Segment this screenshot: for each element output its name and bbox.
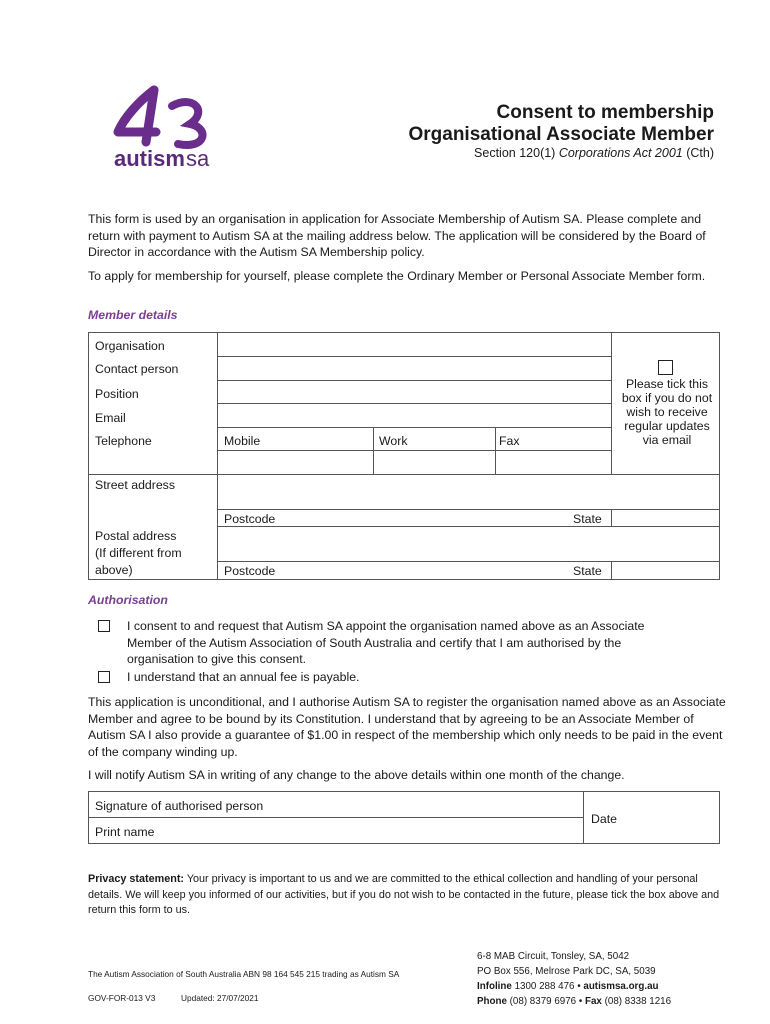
position-field[interactable] [218, 381, 610, 403]
member-details-heading: Member details [88, 308, 178, 322]
footer-website-link[interactable]: autismsa.org.au [583, 981, 659, 992]
postal-address-label-line3: above) [95, 563, 133, 577]
mobile-label: Mobile [224, 434, 261, 448]
position-label: Position [95, 387, 139, 401]
footer-address: 6-8 MAB Circuit, Tonsley, SA, 5042 [477, 951, 630, 962]
authorisation-paragraph-1: This application is unconditional, and I authorise Autism SA to register the organisation named above as an Associate Member and agree to be bound by its Constitution. I understand that by agreeing to be an Associate Member of Autism SA I also provide a guarantee of $1.00 in respect of the membership which only needs to be paid in the event of the company winding up. [88, 695, 726, 759]
postal-address-label-line1: Postal address [95, 529, 177, 543]
organisation-label: Organisation [95, 339, 165, 353]
signature-label: Signature of authorised person [95, 799, 264, 813]
street-state-label: State [573, 512, 602, 526]
telephone-label: Telephone [95, 434, 152, 448]
footer-updated: Updated: 27/07/2021 [181, 993, 259, 1003]
street-postcode-label: Postcode [224, 512, 276, 526]
intro-paragraph-1: This form is used by an organisation in application for Associate Membership of Autism SA. Please complete and return with payment to Autism SA at the mailing address below. The application will be considered by the Board of Director in accordance with the Autism SA Membership policy. [88, 212, 706, 259]
footer-infoline: Infoline 1300 288 476 • autismsa.org.au [477, 981, 659, 992]
logo-mark [110, 84, 230, 174]
autism-sa-logo [110, 84, 230, 174]
email-field[interactable] [218, 404, 610, 426]
footer-po-box: PO Box 556, Melrose Park DC, SA, 5039 [477, 966, 656, 977]
logo-text: autism [114, 146, 185, 171]
contact-person-label: Contact person [95, 362, 179, 376]
mobile-field[interactable] [218, 451, 372, 473]
fax-field[interactable] [496, 451, 610, 473]
annual-fee-checkbox[interactable] [98, 671, 110, 683]
title-line1: Consent to membership [496, 102, 714, 123]
organisation-field[interactable] [218, 334, 610, 356]
authorisation-paragraph-2: I will notify Autism SA in writing of any change to the above details within one month of the change. [88, 768, 625, 782]
date-label: Date [591, 812, 617, 826]
postal-postcode-label: Postcode [224, 564, 276, 578]
postal-state-field[interactable] [612, 562, 718, 578]
street-state-field[interactable] [612, 510, 718, 525]
fax-label: Fax [499, 434, 520, 448]
work-field[interactable] [374, 451, 494, 473]
signature-table [88, 791, 720, 844]
postal-address-field[interactable] [218, 527, 718, 560]
privacy-statement: Privacy statement: Your privacy is important to us and we are committed to the ethical collection and handling of your personal details. We will keep you informed of our activities, but if you do not wish to be contacted in the future, please tick the box above and return this form to us. [88, 873, 720, 916]
postal-address-label-line2: (If different from [95, 546, 182, 560]
logo-suffix: sa [186, 146, 210, 171]
email-label: Email [95, 411, 126, 425]
footer-form-code: GOV-FOR-013 V3 [88, 993, 156, 1003]
street-address-label: Street address [95, 478, 175, 492]
footer-abn: The Autism Association of South Australia ABN 98 164 545 215 trading as Autism SA [88, 969, 400, 979]
member-details-table [88, 332, 720, 580]
print-name-field[interactable] [189, 818, 582, 842]
annual-fee-text: I understand that an annual fee is payable. [127, 670, 360, 684]
authorisation-heading: Authorisation [88, 593, 168, 607]
print-name-label: Print name [95, 825, 155, 839]
email-opt-out-note: Please tick this box if you do not wish to receive regular updates via email [621, 377, 713, 447]
consent-checkbox[interactable] [98, 620, 110, 632]
postal-state-label: State [573, 564, 602, 578]
title-line2: Organisational Associate Member [408, 124, 714, 145]
work-label: Work [379, 434, 408, 448]
contact-person-field[interactable] [218, 357, 610, 379]
consent-text: I consent to and request that Autism SA appoint the organisation named above as an Associate Member of the Autism Association of South Australia and certify that I am authorised by the organisation to give this consent. [127, 619, 645, 666]
street-address-field[interactable] [218, 475, 718, 508]
subtitle: Section 120(1) Corporations Act 2001 (Cth) [474, 146, 714, 160]
intro-paragraph-2: To apply for membership for yourself, please complete the Ordinary Member or Personal Associate Member form. [88, 269, 706, 283]
signature-field[interactable] [304, 793, 582, 816]
email-opt-out-checkbox[interactable] [658, 360, 673, 375]
footer-phone: Phone (08) 8379 6976 • Fax (08) 8338 1216 [477, 996, 672, 1007]
date-field[interactable] [629, 793, 719, 842]
